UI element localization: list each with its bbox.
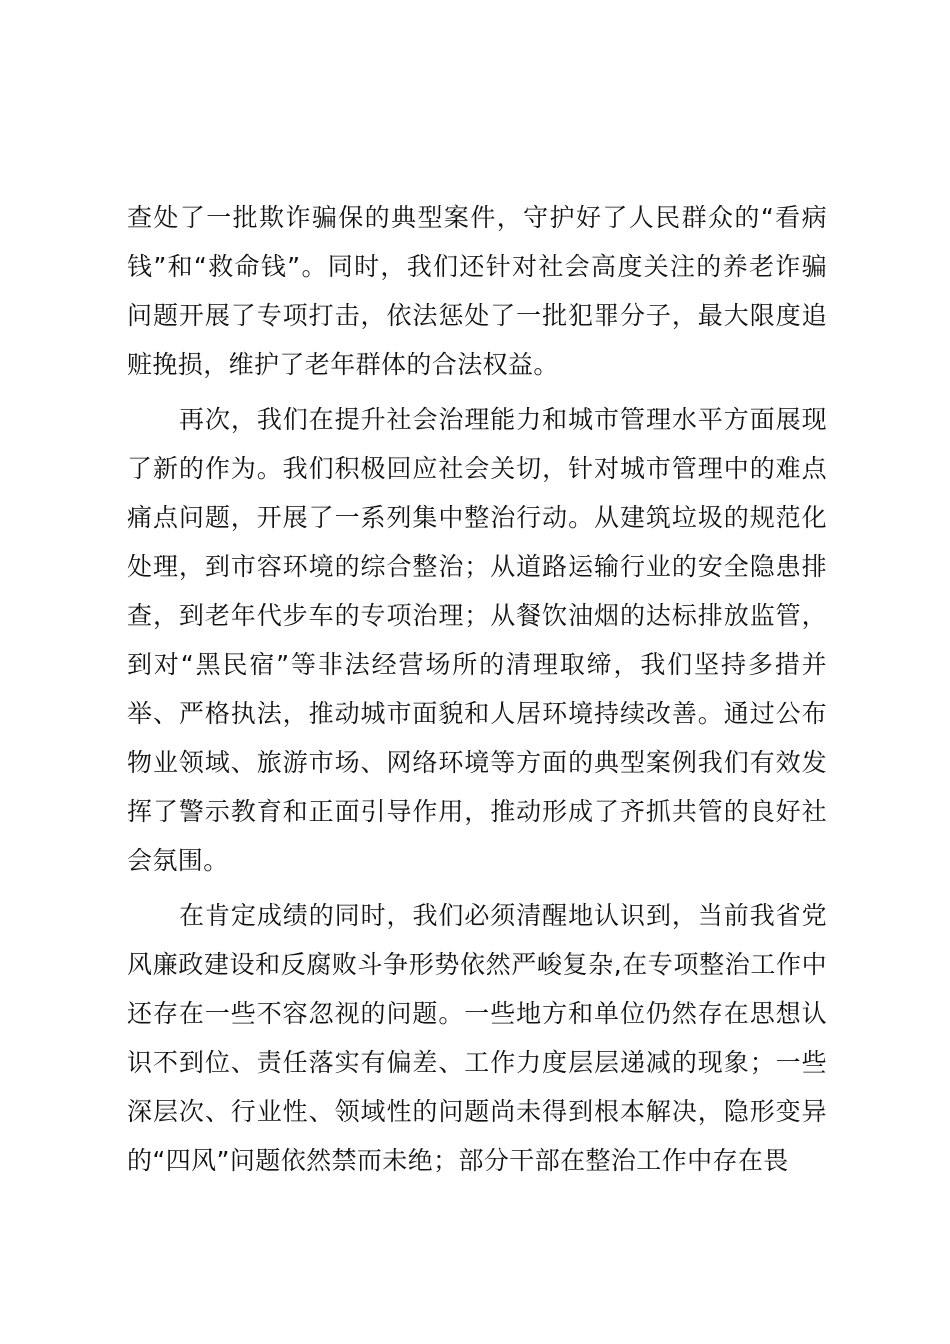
document-body (127, 193, 827, 1185)
paragraph-2: 再次，我们在提升社会治理能力和城市管理水平方面展现了新的作为。我们积极回应社会关切，针对城市管理中的难点痛点问题，开展了一系列集中整治行动。从建筑垃圾的规范化处理，到市容环境的综合整治；从道路运输行业的安全隐患排查，到老年代步车的专项治理；从餐饮油烟的达标排放监管，到对“黑民宿”等非法经营场所的清理取缔，我们坚持多措并举、严格执法，推动城市面貌和人居环境持续改善。通过公布物业领域、旅游市场、网络环境等方面的典型案例我们有效发挥了警示教育和正面引导作用，推动形成了齐抓共管的良好社会氛围。 (127, 405, 827, 875)
paragraph-1: 查处了一批欺诈骗保的典型案件，守护好了人民群众的“看病钱”和“救命钱”。同时，我们还针对社会高度关注的养老诈骗问题开展了专项打击，依法惩处了一批犯罪分子，最大限度追赃挽损，维护了老年群体的合法权益。 (127, 203, 827, 379)
paragraph-3: 在肯定成绩的同时，我们必须清醒地认识到，当前我省党风廉政建设和反腐败斗争形势依然严峻复杂,在专项整治工作中还存在一些不容忽视的问题。一些地方和单位仍然存在思想认识不到位、责任落实有偏差、工作力度层层递减的现象；一些深层次、行业性、领域性的问题尚未得到根本解决，隐形变异的“四风”问题依然禁而未绝；部分干部在整治工作中存在畏 (127, 901, 827, 1175)
